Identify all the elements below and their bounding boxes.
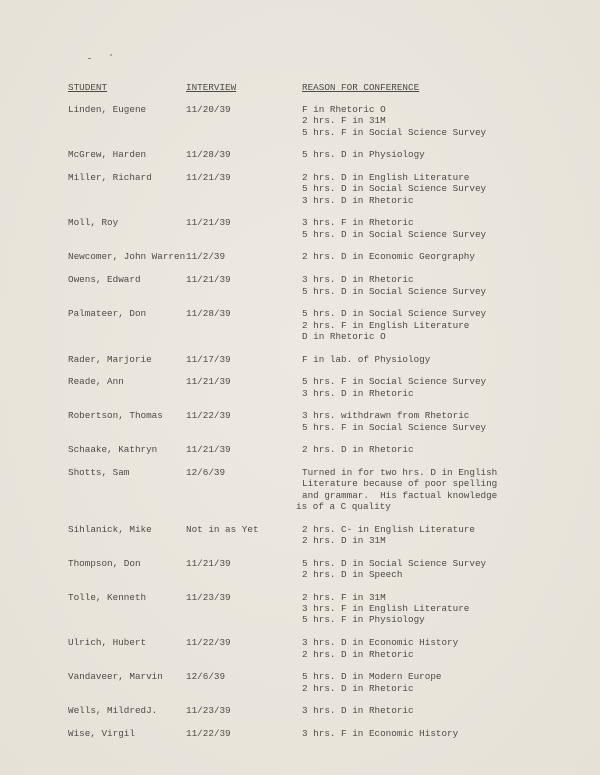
reason-list: [302, 217, 600, 240]
student-name: Ulrich, Hubert: [68, 637, 147, 649]
interview-date: 11/22/39: [186, 637, 231, 649]
interview-date: 11/17/39: [186, 353, 231, 365]
student-name: Miller, Richard: [68, 172, 152, 184]
reason-line: 2 hrs. D in Speech: [302, 569, 403, 581]
reason-list: [302, 444, 600, 455]
reason-line: and grammar. His factual knowledge: [302, 489, 498, 501]
interview-date: 11/22/39: [186, 410, 231, 422]
student-name: Vandaveer, Marvin: [68, 671, 163, 683]
reason-list: [302, 705, 600, 716]
reason-line: 5 hrs. D in Modern Europe: [302, 671, 442, 683]
reason-line: 3 hrs. withdrawn from Rhetoric: [302, 410, 470, 422]
reason-line: 5 hrs. F in Social Science Survey: [302, 421, 487, 433]
reason-list: [302, 104, 600, 138]
student-row: [0, 444, 600, 455]
reason-list: [302, 410, 600, 433]
header-reason: REASON FOR CONFERENCE: [302, 82, 420, 93]
student-name: McGrew, Harden: [68, 149, 147, 161]
reason-line: 2 hrs. D in Rhetoric: [302, 682, 414, 694]
student-name: Palmateer, Don: [68, 308, 147, 320]
header-student: STUDENT: [68, 82, 108, 93]
student-row: [0, 524, 600, 547]
reason-list: [302, 728, 600, 739]
student-row: [0, 274, 600, 297]
reason-line: 3 hrs. D in Rhetoric: [302, 194, 414, 206]
reason-line: 2 hrs. D in Economic Georgraphy: [302, 251, 475, 263]
paper-mark: [88, 58, 91, 59]
student-row: [0, 217, 600, 240]
reason-line: 2 hrs. F in 31M: [302, 591, 386, 603]
interview-date: 11/2/39: [186, 251, 226, 263]
student-row: [0, 104, 600, 138]
interview-date: Not in as Yet: [186, 523, 259, 535]
student-row: [0, 410, 600, 433]
reason-line: 3 hrs. D in Rhetoric: [302, 705, 414, 717]
reason-line: 5 hrs. D in Social Science Survey: [302, 308, 487, 320]
reason-line: 3 hrs. F in Rhetoric: [302, 217, 414, 229]
reason-line: F in lab. of Physiology: [302, 353, 431, 365]
reason-line: 5 hrs. F in Social Science Survey: [302, 126, 487, 138]
reason-list: [302, 251, 600, 262]
student-name: Sihlanick, Mike: [68, 523, 152, 535]
reason-line: 2 hrs. D in 31M: [302, 535, 386, 547]
student-row: [0, 354, 600, 365]
reason-list: [302, 354, 600, 365]
reason-line: 2 hrs. F in English Literature: [302, 319, 470, 331]
reason-line: Turned in for two hrs. D in English: [302, 467, 498, 478]
header-interview: INTERVIEW: [186, 82, 237, 93]
reason-list: [296, 467, 600, 513]
reason-list: [302, 671, 600, 694]
student-row: [0, 671, 600, 694]
student-row: [0, 592, 600, 626]
reason-line: 5 hrs. D in Social Science Survey: [302, 285, 487, 297]
student-name: Linden, Eugene: [68, 104, 147, 115]
reason-line: Literature because of poor spelling: [302, 478, 498, 490]
interview-date: 12/6/39: [186, 467, 226, 478]
student-row: [0, 308, 600, 342]
student-name: Newcomer, John Warren: [68, 251, 186, 263]
paper-mark: [110, 54, 112, 56]
reason-line: 2 hrs. D in Rhetoric: [302, 648, 414, 660]
student-row: [0, 728, 600, 739]
student-row: [0, 558, 600, 581]
interview-date: 11/20/39: [186, 104, 231, 115]
student-name: Thompson, Don: [68, 557, 141, 569]
student-name: Moll, Roy: [68, 217, 119, 229]
student-name: Owens, Edward: [68, 274, 141, 286]
reason-line: 3 hrs. D in Rhetoric: [302, 274, 414, 286]
reason-line: 3 hrs. D in Economic History: [302, 637, 459, 649]
reason-line: D in Rhetoric O: [302, 330, 386, 342]
reason-list: [302, 274, 600, 297]
interview-date: 11/21/39: [186, 444, 231, 456]
student-row: [0, 376, 600, 399]
reason-line: 2 hrs. C- in English Literature: [302, 523, 475, 535]
student-name: Schaake, Kathryn: [68, 444, 158, 456]
student-name: Wise, Virgil: [68, 727, 135, 739]
reason-list: [302, 308, 600, 342]
interview-date: 11/23/39: [186, 705, 231, 717]
interview-date: 11/28/39: [186, 149, 231, 161]
student-name: Rader, Marjorie: [68, 353, 152, 365]
interview-date: 11/21/39: [186, 557, 231, 569]
student-list: [0, 104, 600, 751]
student-name: Reade, Ann: [68, 376, 124, 388]
student-row: [0, 172, 600, 206]
interview-date: 11/28/39: [186, 308, 231, 320]
reason-list: [302, 149, 600, 160]
student-row: [0, 637, 600, 660]
reason-list: [302, 558, 600, 581]
reason-list: [302, 172, 600, 206]
reason-line: 3 hrs. F in Economic History: [302, 727, 459, 739]
reason-list: [302, 524, 600, 547]
reason-line: 5 hrs. D in Social Science Survey: [302, 557, 487, 569]
reason-list: [302, 637, 600, 660]
student-row: [0, 705, 600, 716]
student-name: Shotts, Sam: [68, 467, 130, 478]
reason-line: 5 hrs. D in Social Science Survey: [302, 228, 487, 240]
reason-list: [302, 376, 600, 399]
interview-date: 11/21/39: [186, 376, 231, 388]
reason-line: 2 hrs. D in English Literature: [302, 172, 470, 184]
reason-line: 5 hrs. D in Social Science Survey: [302, 183, 487, 195]
interview-date: 11/23/39: [186, 591, 231, 603]
student-name: Tolle, Kenneth: [68, 591, 147, 603]
interview-date: 11/21/39: [186, 217, 231, 229]
student-name: Wells, MildredJ.: [68, 705, 158, 717]
reason-line: 3 hrs. D in Rhetoric: [302, 387, 414, 399]
reason-list: [302, 592, 600, 626]
interview-date: 11/22/39: [186, 727, 231, 739]
student-row: [0, 149, 600, 160]
interview-date: 11/21/39: [186, 274, 231, 286]
reason-line: 3 hrs. F in English Literature: [302, 603, 470, 615]
reason-line: 2 hrs. F in 31M: [302, 115, 386, 127]
reason-line: is of a C quality: [296, 501, 391, 513]
interview-date: 12/6/39: [186, 671, 226, 683]
student-row: [0, 467, 600, 512]
reason-line: F in Rhetoric O: [302, 104, 386, 115]
interview-date: 11/21/39: [186, 172, 231, 184]
reason-line: 2 hrs. D in Rhetoric: [302, 444, 414, 456]
student-row: [0, 251, 600, 262]
reason-line: 5 hrs. F in Social Science Survey: [302, 376, 487, 388]
reason-line: 5 hrs. F in Physiology: [302, 614, 425, 626]
reason-line: 5 hrs. D in Physiology: [302, 149, 425, 161]
student-name: Robertson, Thomas: [68, 410, 163, 422]
